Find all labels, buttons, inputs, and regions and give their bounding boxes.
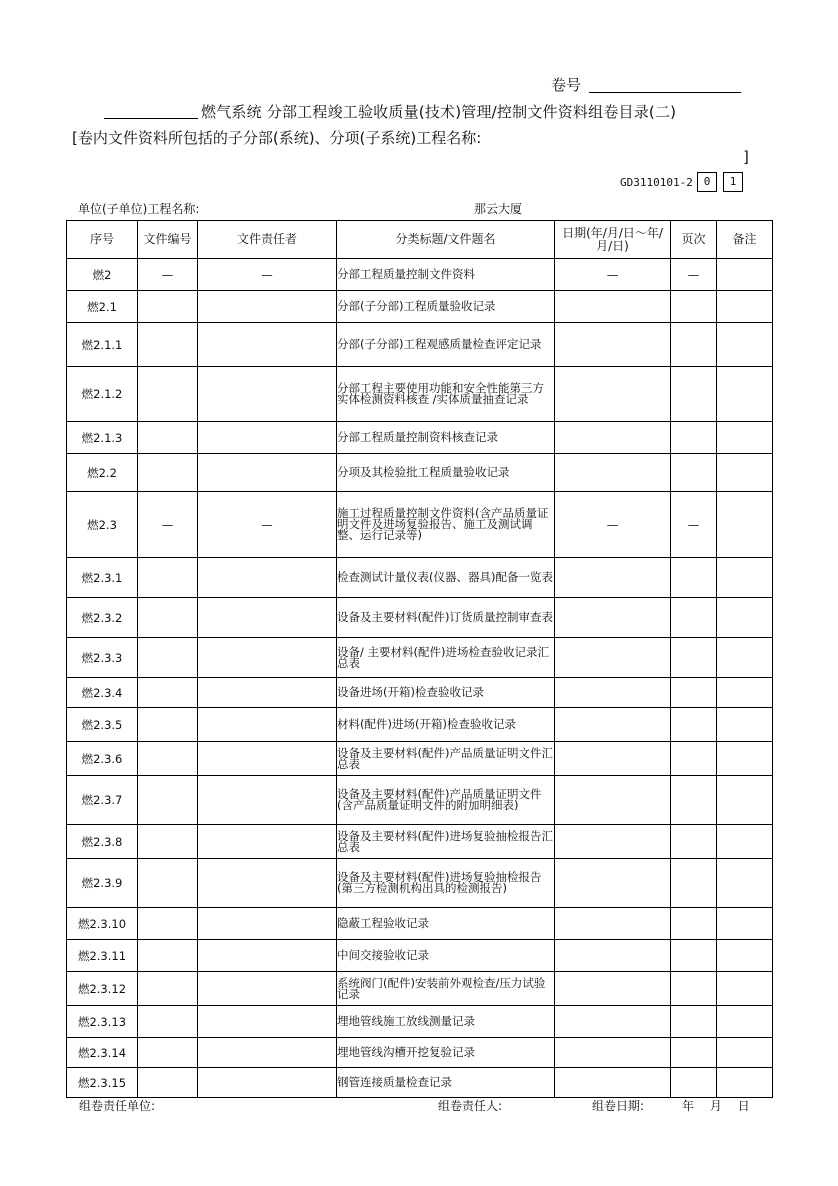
table-row: [67, 1038, 773, 1068]
row-note: [717, 291, 773, 323]
table-row: [67, 972, 773, 1006]
row-page: —: [671, 492, 717, 558]
row-page: [671, 678, 717, 708]
row-date: [555, 776, 671, 825]
row-page: [671, 825, 717, 859]
row-title: 设备及主要材料(配件)进场复验抽检报告汇总表: [337, 825, 555, 859]
row-title: 分部工程质量控制文件资料: [337, 259, 555, 291]
table-row: [67, 492, 773, 558]
table-row: [67, 323, 773, 367]
row-page: [671, 638, 717, 678]
row-note: [717, 454, 773, 492]
row-seq: 燃2.3.5: [67, 708, 138, 742]
column-header: 页次: [671, 221, 717, 259]
table-row: [67, 259, 773, 291]
row-page: [671, 972, 717, 1006]
row-date: [555, 1038, 671, 1068]
row-file-no: [138, 972, 198, 1006]
row-owner: [198, 825, 337, 859]
footer-date-label: 组卷日期:: [592, 1099, 645, 1113]
row-seq: 燃2.3.3: [67, 638, 138, 678]
row-date: [555, 1068, 671, 1098]
row-seq: 燃2.1.1: [67, 323, 138, 367]
scope-close-bracket: ]: [743, 148, 749, 166]
table-row: [67, 708, 773, 742]
directory-table: [66, 220, 773, 1098]
row-note: [717, 940, 773, 972]
table-row: [67, 1068, 773, 1098]
row-note: [717, 678, 773, 708]
row-owner: [198, 598, 337, 638]
row-file-no: [138, 323, 198, 367]
row-note: [717, 558, 773, 598]
row-page: [671, 291, 717, 323]
row-seq: 燃2.3.10: [67, 908, 138, 940]
row-date: [555, 638, 671, 678]
table-row: [67, 859, 773, 908]
row-date: [555, 940, 671, 972]
footer-unit-label: 组卷责任单位:: [79, 1099, 156, 1113]
table-row: [67, 558, 773, 598]
row-page: [671, 940, 717, 972]
table-row: [67, 422, 773, 454]
table-row: [67, 742, 773, 776]
row-note: [717, 1068, 773, 1098]
row-date: [555, 678, 671, 708]
row-title: 埋地管线沟槽开挖复验记录: [337, 1038, 555, 1068]
row-seq: 燃2.1.3: [67, 422, 138, 454]
row-title: 分部(子分部)工程质量验收记录: [337, 291, 555, 323]
page-title: 燃气系统 分部工程竣工验收质量(技术)管理/控制文件资料组卷目录(二): [201, 103, 677, 121]
title-blank-line: [104, 118, 198, 119]
row-title: 分部(子分部)工程观感质量检查评定记录: [337, 323, 555, 367]
table-row: [67, 454, 773, 492]
row-page: [671, 1038, 717, 1068]
row-title: 钢管连接质量检查记录: [337, 1068, 555, 1098]
row-seq: 燃2.3.2: [67, 598, 138, 638]
row-seq: 燃2.3: [67, 492, 138, 558]
row-page: [671, 558, 717, 598]
row-file-no: [138, 825, 198, 859]
table-row: [67, 940, 773, 972]
table-row: [67, 638, 773, 678]
row-page: [671, 1006, 717, 1038]
row-page: [671, 454, 717, 492]
row-note: [717, 742, 773, 776]
table-row: [67, 678, 773, 708]
scope-label: [卷内文件资料所包括的子分部(系统)、分项(子系统)工程名称:: [72, 129, 482, 147]
row-file-no: [138, 1006, 198, 1038]
row-date: [555, 825, 671, 859]
row-file-no: [138, 776, 198, 825]
row-page: [671, 776, 717, 825]
row-note: [717, 708, 773, 742]
row-date: [555, 558, 671, 598]
row-file-no: [138, 940, 198, 972]
row-seq: 燃2.3.4: [67, 678, 138, 708]
row-note: [717, 972, 773, 1006]
row-page: [671, 1068, 717, 1098]
column-header: 文件编号: [138, 221, 198, 259]
row-owner: [198, 776, 337, 825]
row-note: [717, 825, 773, 859]
row-note: [717, 323, 773, 367]
row-owner: [198, 558, 337, 598]
row-owner: [198, 422, 337, 454]
row-date: [555, 708, 671, 742]
table-header-row: [67, 221, 773, 259]
column-header: 文件责任者: [198, 221, 337, 259]
row-page: [671, 367, 717, 422]
row-title: 设备/ 主要材料(配件)进场检查验收记录汇总表: [337, 638, 555, 678]
row-note: [717, 908, 773, 940]
row-seq: 燃2.3.9: [67, 859, 138, 908]
row-date: —: [555, 492, 671, 558]
row-page: —: [671, 259, 717, 291]
row-file-no: [138, 1038, 198, 1068]
form-code: GD3110101-2: [620, 176, 693, 189]
volume-number-line: [589, 92, 741, 93]
row-title: 分部工程质量控制资料核查记录: [337, 422, 555, 454]
row-date: [555, 1006, 671, 1038]
row-owner: [198, 323, 337, 367]
row-seq: 燃2.3.12: [67, 972, 138, 1006]
row-file-no: [138, 558, 198, 598]
row-title: 分项及其检验批工程质量验收记录: [337, 454, 555, 492]
row-date: [555, 742, 671, 776]
row-page: [671, 323, 717, 367]
row-seq: 燃2.3.15: [67, 1068, 138, 1098]
row-date: [555, 859, 671, 908]
row-note: [717, 776, 773, 825]
row-file-no: —: [138, 492, 198, 558]
row-title: 隐蔽工程验收记录: [337, 908, 555, 940]
row-note: [717, 492, 773, 558]
row-title: 设备及主要材料(配件)产品质量证明文件汇总表: [337, 742, 555, 776]
row-owner: [198, 367, 337, 422]
row-file-no: [138, 859, 198, 908]
code-box-1: 0: [697, 172, 717, 192]
row-file-no: [138, 908, 198, 940]
row-owner: [198, 708, 337, 742]
row-file-no: [138, 742, 198, 776]
row-date: [555, 454, 671, 492]
row-file-no: —: [138, 259, 198, 291]
row-note: [717, 859, 773, 908]
column-header: 序号: [67, 221, 138, 259]
row-page: [671, 742, 717, 776]
row-note: [717, 598, 773, 638]
table-row: [67, 598, 773, 638]
row-date: [555, 598, 671, 638]
row-seq: 燃2.3.6: [67, 742, 138, 776]
row-page: [671, 859, 717, 908]
volume-number-label: 卷号: [551, 76, 582, 94]
row-owner: [198, 638, 337, 678]
row-owner: [198, 454, 337, 492]
row-owner: [198, 1006, 337, 1038]
table-row: [67, 908, 773, 940]
code-box-2: 1: [723, 172, 743, 192]
row-note: [717, 1038, 773, 1068]
row-file-no: [138, 708, 198, 742]
row-date: [555, 908, 671, 940]
row-note: [717, 422, 773, 454]
unit-name-value: 那云大厦: [474, 202, 523, 216]
row-seq: 燃2.1.2: [67, 367, 138, 422]
row-owner: [198, 908, 337, 940]
row-owner: [198, 859, 337, 908]
table-row: [67, 1006, 773, 1038]
column-header: 备注: [717, 221, 773, 259]
column-header: 日期(年/月/日～年/月/日): [555, 221, 671, 259]
row-seq: 燃2.1: [67, 291, 138, 323]
row-owner: [198, 678, 337, 708]
row-seq: 燃2.3.7: [67, 776, 138, 825]
row-date: [555, 323, 671, 367]
row-date: [555, 367, 671, 422]
row-file-no: [138, 422, 198, 454]
row-title: 材料(配件)进场(开箱)检查验收记录: [337, 708, 555, 742]
row-seq: 燃2: [67, 259, 138, 291]
footer-person-label: 组卷责任人:: [438, 1099, 503, 1113]
row-owner: [198, 1068, 337, 1098]
row-date: [555, 291, 671, 323]
row-seq: 燃2.3.13: [67, 1006, 138, 1038]
row-owner: [198, 291, 337, 323]
row-file-no: [138, 1068, 198, 1098]
row-file-no: [138, 598, 198, 638]
footer-date-ymd: 年 月 日: [682, 1099, 750, 1113]
row-file-no: [138, 454, 198, 492]
row-title: 系统阀门(配件)安装前外观检查/压力试验记录: [337, 972, 555, 1006]
row-file-no: [138, 367, 198, 422]
row-note: [717, 1006, 773, 1038]
row-title: 设备及主要材料(配件)产品质量证明文件(含产品质量证明文件的附加明细表): [337, 776, 555, 825]
row-date: [555, 972, 671, 1006]
row-title: 设备进场(开箱)检查验收记录: [337, 678, 555, 708]
row-owner: [198, 742, 337, 776]
row-seq: 燃2.3.1: [67, 558, 138, 598]
row-note: [717, 638, 773, 678]
row-note: [717, 259, 773, 291]
row-page: [671, 422, 717, 454]
row-title: 检查测试计量仪表(仪器、器具)配备一览表: [337, 558, 555, 598]
row-note: [717, 367, 773, 422]
column-header: 分类标题/文件题名: [337, 221, 555, 259]
row-owner: [198, 972, 337, 1006]
row-date: —: [555, 259, 671, 291]
row-file-no: [138, 638, 198, 678]
unit-name-label: 单位(子单位)工程名称:: [78, 202, 200, 216]
row-title: 设备及主要材料(配件)进场复验抽检报告(第三方检测机构出具的检测报告): [337, 859, 555, 908]
row-seq: 燃2.3.14: [67, 1038, 138, 1068]
row-file-no: [138, 678, 198, 708]
row-page: [671, 598, 717, 638]
table-row: [67, 776, 773, 825]
row-page: [671, 708, 717, 742]
row-seq: 燃2.2: [67, 454, 138, 492]
row-title: 设备及主要材料(配件)订货质量控制审查表: [337, 598, 555, 638]
row-owner: —: [198, 492, 337, 558]
row-title: 埋地管线施工放线测量记录: [337, 1006, 555, 1038]
row-file-no: [138, 291, 198, 323]
row-title: 中间交接验收记录: [337, 940, 555, 972]
row-owner: [198, 1038, 337, 1068]
row-owner: —: [198, 259, 337, 291]
row-seq: 燃2.3.8: [67, 825, 138, 859]
row-date: [555, 422, 671, 454]
table-row: [67, 367, 773, 422]
row-page: [671, 908, 717, 940]
row-seq: 燃2.3.11: [67, 940, 138, 972]
table-row: [67, 825, 773, 859]
row-title: 施工过程质量控制文件资料(含产品质量证明文件及进场复验报告、施工及测试调整、运行记录等): [337, 492, 555, 558]
row-owner: [198, 940, 337, 972]
row-title: 分部工程主要使用功能和安全性能第三方实体检测资料核查 /实体质量抽查记录: [337, 367, 555, 422]
table-row: [67, 291, 773, 323]
